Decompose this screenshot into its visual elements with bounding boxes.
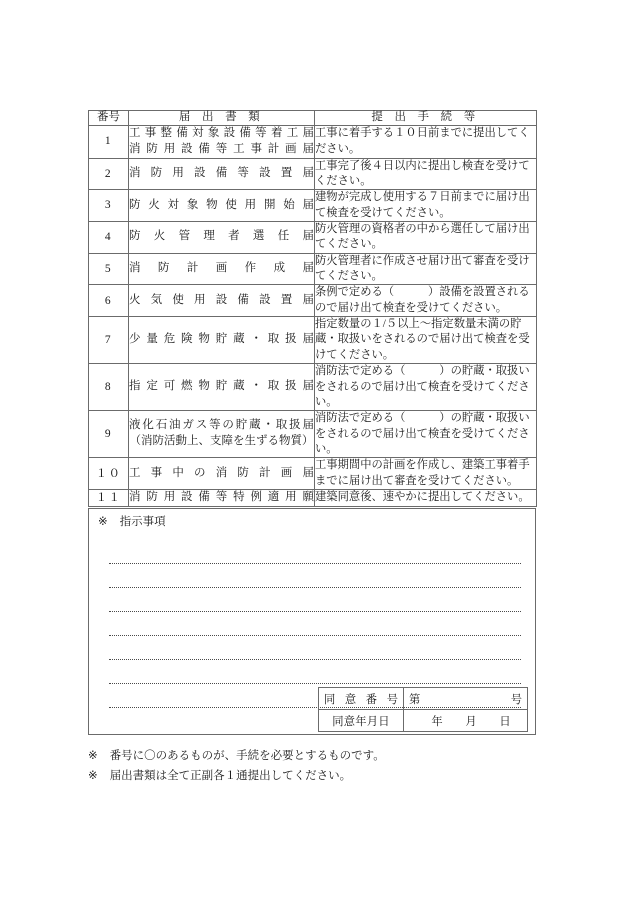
column-header-procedure: 提 出 手 続 等: [315, 111, 537, 126]
table-row: [89, 490, 537, 507]
consent-day-unit: 日: [499, 715, 511, 728]
footnote-text: 番号に〇のあるものが、手続を必要とするものです。: [109, 750, 385, 762]
document-title-cell: [129, 490, 315, 507]
reference-mark-icon: ※: [88, 750, 98, 762]
document-title-line: 消防用設備等特例適用願: [129, 491, 314, 504]
consent-number-suffix: 号: [510, 693, 522, 706]
document-title-cell: [129, 253, 315, 285]
reference-mark-icon: ※: [98, 516, 108, 528]
consent-number-prefix: 第: [409, 693, 421, 706]
document-title-cell: [129, 364, 315, 411]
table-body: [89, 125, 537, 506]
consent-number-label: 同意番号: [319, 688, 404, 710]
document-title-cell: [129, 411, 315, 458]
instructions-heading: [98, 516, 166, 530]
instructions-label: 指示事項: [119, 516, 166, 528]
document-title-line: 工事中の消防計画届: [129, 466, 314, 479]
write-in-line[interactable]: [109, 660, 521, 684]
footnote: [88, 767, 548, 787]
document-title-line: 消防用設備等工事計画届: [129, 142, 314, 155]
document-title-line: 液化石油ガス等の貯蔵・取扱届: [129, 419, 314, 432]
procedure-description-cell: 工事完了後４日以内に提出し検査を受けてください。: [315, 158, 537, 190]
procedure-description-cell: 建築同意後、速やかに提出してください。: [315, 490, 537, 507]
instructions-box: [88, 508, 536, 735]
document-title-line: 防火管理者選任届: [129, 230, 314, 243]
footnote-text: 届出書類は全て正副各１通提出してください。: [109, 769, 352, 782]
document-title-line: 消防用設備等設置届: [129, 166, 314, 179]
document-title-line: 防火対象物使用開始届: [129, 198, 314, 211]
row-number: 2: [89, 158, 129, 190]
row-number: 5: [89, 253, 129, 285]
document-title-cell: [129, 317, 315, 364]
column-header-number: 番号: [89, 111, 129, 126]
row-number: 7: [89, 317, 129, 364]
table-row: [89, 221, 537, 253]
table-row: [89, 458, 537, 490]
table-row: [89, 411, 537, 458]
table-header-row: [89, 111, 537, 126]
procedure-description-cell: 防火管理の資格者の中から選任して届け出てください。: [315, 221, 537, 253]
table-row: [89, 317, 537, 364]
consent-number-row: [319, 688, 528, 710]
instructions-write-lines[interactable]: [109, 540, 521, 708]
write-in-line[interactable]: [109, 588, 521, 612]
row-number: 3: [89, 190, 129, 222]
table-row: [89, 158, 537, 190]
table-row: [89, 190, 537, 222]
write-in-line[interactable]: [109, 540, 521, 564]
footnotes: [88, 747, 548, 787]
write-in-line[interactable]: [109, 636, 521, 660]
row-number: 9: [89, 411, 129, 458]
document-title-line: 指定可燃物貯蔵・取扱届: [129, 380, 314, 393]
row-number: 6: [89, 285, 129, 317]
consent-date-row: [319, 710, 528, 732]
procedure-description-cell: 工事に着手する１０日前までに提出してください。: [315, 125, 537, 158]
row-number: 4: [89, 221, 129, 253]
consent-number-value[interactable]: [404, 688, 528, 710]
consent-box: [318, 687, 528, 732]
document-title-cell: [129, 190, 315, 222]
consent-date-label: 同意年月日: [319, 710, 404, 732]
table-row: [89, 125, 537, 158]
procedure-description-cell: 指定数量の１/５以上～指定数量未満の貯蔵・取扱いをされるので届け出て検査を受けてください。: [315, 317, 537, 364]
table-row: [89, 253, 537, 285]
procedure-description-cell: 消防法で定める（ ）の貯蔵・取扱いをされるので届け出て検査を受けてください。: [315, 411, 537, 458]
procedure-description-cell: 防火管理者に作成させ届け出て審査を受けてください。: [315, 253, 537, 285]
column-header-document: 届 出 書 類: [129, 111, 315, 126]
consent-year-unit: 年: [431, 715, 443, 728]
document-title-line: 火気使用設備設置届: [129, 293, 314, 306]
document-title-line: 工事整備対象設備等着工届: [129, 126, 314, 139]
document-title-cell: [129, 458, 315, 490]
row-number: 8: [89, 364, 129, 411]
document-title-line: （消防活動上、支障を生ずる物質）: [129, 435, 314, 448]
table-row: [89, 364, 537, 411]
table-row: [89, 285, 537, 317]
procedure-description-cell: 工事期間中の計画を作成し、建築工事着手までに届け出て審査を受けてください。: [315, 458, 537, 490]
row-number: １１: [89, 490, 129, 507]
procedure-description-cell: 建物が完成し使用する７日前までに届け出て検査を受けてください。: [315, 190, 537, 222]
document-title-line: 消防計画作成届: [129, 262, 314, 275]
document-title-cell: [129, 125, 315, 158]
consent-date-value[interactable]: [404, 710, 528, 732]
footnote: [88, 747, 548, 767]
write-in-line[interactable]: [109, 564, 521, 588]
consent-month-unit: 月: [465, 715, 477, 728]
procedure-description-cell: 条例で定める（ ）設備を設置されるので届け出て検査を受けてください。: [315, 285, 537, 317]
document-title-line: 少量危険物貯蔵・取扱届: [129, 333, 314, 346]
submission-documents-table: [88, 110, 537, 507]
document-title-cell: [129, 285, 315, 317]
row-number: 1: [89, 125, 129, 158]
document-title-cell: [129, 158, 315, 190]
write-in-line[interactable]: [109, 612, 521, 636]
reference-mark-icon: ※: [88, 769, 98, 782]
document-title-cell: [129, 221, 315, 253]
row-number: １０: [89, 458, 129, 490]
procedure-description-cell: 消防法で定める（ ）の貯蔵・取扱いをされるので届け出て検査を受けてください。: [315, 364, 537, 411]
